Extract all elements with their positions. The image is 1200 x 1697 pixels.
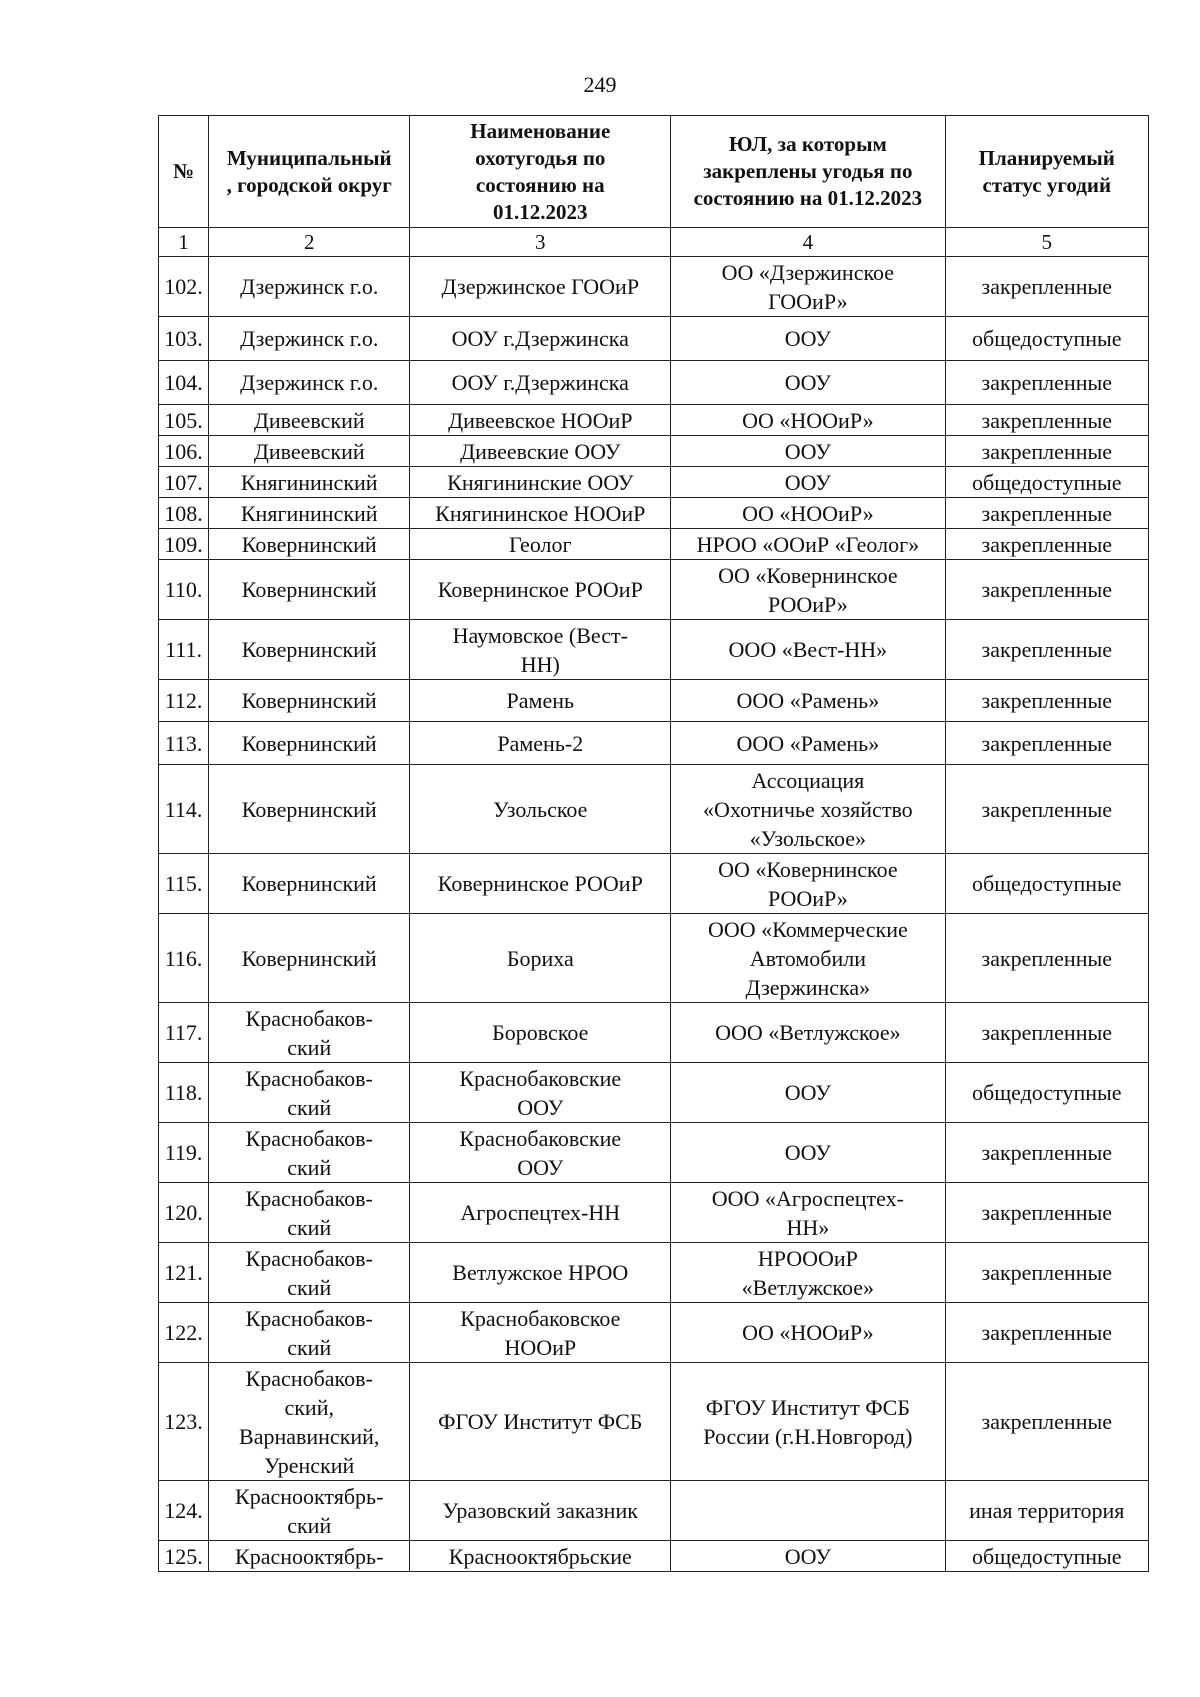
row-ground-name-cell — [410, 765, 671, 854]
row-legal-entity-cell — [671, 405, 945, 436]
row-status-cell — [945, 529, 1148, 560]
row-number-cell — [159, 1183, 209, 1243]
row-ground-name: Дзержинское ГООиР — [441, 274, 640, 299]
row-district: Дивеевский — [253, 438, 365, 464]
row-status-cell — [945, 854, 1148, 914]
table-row — [159, 765, 1149, 854]
row-legal-entity-cell — [671, 1183, 945, 1243]
row-number-cell — [159, 436, 209, 467]
row-district-cell — [209, 620, 410, 680]
row-number: 104. — [164, 370, 203, 395]
row-district: Ковернинский — [241, 531, 377, 557]
row-status: иная территория — [969, 1498, 1125, 1523]
row-legal-entity-cell — [671, 257, 945, 317]
row-status: закрепленные — [981, 730, 1113, 756]
row-ground-name: Княгининские ООУ — [447, 469, 634, 495]
row-ground-name-cell — [410, 1303, 671, 1363]
row-number: 123. — [164, 1409, 203, 1434]
row-number: 122. — [164, 1320, 203, 1345]
row-district-cell — [209, 1363, 410, 1481]
table-row — [159, 854, 1149, 914]
row-number-cell — [159, 529, 209, 560]
row-district: Краснобаков- ский — [245, 1305, 373, 1360]
row-ground-name: Княгининское НООиР — [435, 500, 646, 526]
row-legal-entity: Ассоциация «Охотничье хозяйство «Узольское» — [703, 767, 913, 851]
table-row — [159, 1481, 1149, 1541]
row-status-cell — [945, 1541, 1148, 1572]
table-row — [159, 680, 1149, 722]
row-district: Ковернинский — [241, 637, 377, 662]
row-district: Дзержинск г.о. — [240, 326, 379, 351]
row-district: Ковернинский — [241, 730, 377, 756]
row-number: 107. — [164, 469, 203, 495]
row-status: закрепленные — [981, 438, 1113, 464]
row-district-cell — [209, 914, 410, 1003]
table-row — [159, 1123, 1149, 1183]
row-legal-entity: ООО «Рамень» — [736, 730, 880, 756]
table-header-row — [159, 116, 1149, 228]
row-status: общедоступные — [972, 1543, 1122, 1569]
row-number-cell — [159, 405, 209, 436]
row-district-cell — [209, 680, 410, 722]
row-ground-name-cell — [410, 257, 671, 317]
row-ground-name: Узольское — [493, 796, 588, 822]
row-status-cell — [945, 467, 1148, 498]
row-ground-name: Рамень — [506, 688, 575, 713]
row-number: 111. — [165, 637, 202, 662]
row-number-cell — [159, 1003, 209, 1063]
row-legal-entity-cell — [671, 1123, 945, 1183]
row-status: закрепленные — [981, 531, 1113, 557]
row-legal-entity: НРОООиР «Ветлужское» — [741, 1245, 875, 1300]
row-ground-name: Дивеевское НООиР — [448, 407, 633, 433]
row-district-cell — [209, 1481, 410, 1541]
row-status: закрепленные — [981, 688, 1113, 713]
row-number-cell — [159, 317, 209, 361]
table-row — [159, 317, 1149, 361]
row-district-cell — [209, 361, 410, 405]
row-number: 112. — [164, 688, 203, 713]
row-legal-entity-cell — [671, 1063, 945, 1123]
row-district-cell — [209, 1063, 410, 1123]
row-district-cell — [209, 1303, 410, 1363]
row-status: закрепленные — [981, 945, 1113, 971]
row-number: 119. — [164, 1140, 203, 1165]
column-number: 1 — [159, 228, 209, 257]
row-legal-entity: ООУ — [784, 370, 831, 395]
row-ground-name: Дивеевские ООУ — [460, 438, 621, 464]
row-legal-entity-cell — [671, 722, 945, 765]
header-legal-entity: ЮЛ, за которым закреплены угодья по состоянию на 01.12.2023 — [671, 116, 945, 228]
row-legal-entity: ОО «Ковернинское РООиР» — [718, 856, 898, 911]
row-number: 115. — [164, 871, 203, 896]
row-number: 105. — [164, 407, 203, 433]
row-district: Ковернинский — [241, 945, 377, 971]
column-number: 3 — [410, 228, 671, 257]
row-status: закрепленные — [981, 1140, 1113, 1165]
row-district: Ковернинский — [241, 688, 377, 713]
row-legal-entity: ООУ — [784, 438, 831, 464]
row-number: 108. — [164, 500, 203, 526]
row-status: общедоступные — [972, 871, 1122, 896]
row-legal-entity: ООО «Вест-НН» — [728, 637, 888, 662]
row-district: Краснобаков- ский — [245, 1005, 373, 1060]
row-number: 103. — [164, 326, 203, 351]
row-status-cell — [945, 620, 1148, 680]
row-status-cell — [945, 1183, 1148, 1243]
row-status-cell — [945, 1063, 1148, 1123]
table-row — [159, 257, 1149, 317]
row-ground-name-cell — [410, 529, 671, 560]
table-row — [159, 498, 1149, 529]
row-number-cell — [159, 1123, 209, 1183]
row-legal-entity-cell — [671, 854, 945, 914]
row-legal-entity-cell — [671, 1303, 945, 1363]
row-district-cell — [209, 854, 410, 914]
row-status-cell — [945, 405, 1148, 436]
column-number: 5 — [945, 228, 1148, 257]
row-district: Краснобаков- ский — [245, 1245, 373, 1300]
header-district: Муниципальный , городской округ — [209, 116, 410, 228]
row-number: 110. — [164, 577, 203, 602]
row-district-cell — [209, 317, 410, 361]
row-number-cell — [159, 765, 209, 854]
row-number-cell — [159, 257, 209, 317]
row-district: Краснобаков- ский, Варнавинский, Уренский — [239, 1365, 380, 1478]
row-number-cell — [159, 620, 209, 680]
row-district: Княгининский — [240, 500, 378, 526]
row-ground-name: Краснобаковские ООУ — [459, 1065, 622, 1120]
row-ground-name: Краснооктябрьские — [448, 1543, 632, 1569]
row-legal-entity-cell — [671, 1243, 945, 1303]
row-legal-entity-cell — [671, 436, 945, 467]
row-ground-name-cell — [410, 405, 671, 436]
row-status: закрепленные — [981, 1260, 1113, 1285]
row-district-cell — [209, 467, 410, 498]
row-district: Ковернинский — [241, 871, 377, 896]
row-ground-name-cell — [410, 560, 671, 620]
table-row — [159, 1303, 1149, 1363]
row-district: Краснооктябрь- — [235, 1543, 384, 1569]
row-ground-name-cell — [410, 498, 671, 529]
table-row — [159, 1003, 1149, 1063]
row-legal-entity-cell — [671, 1541, 945, 1572]
row-status: закрепленные — [981, 370, 1113, 395]
row-district: Краснооктябрь- ский — [235, 1483, 384, 1538]
row-ground-name-cell — [410, 1063, 671, 1123]
table-row — [159, 722, 1149, 765]
row-ground-name-cell — [410, 1123, 671, 1183]
row-number: 114. — [164, 796, 203, 822]
row-ground-name-cell — [410, 361, 671, 405]
column-number: 2 — [209, 228, 410, 257]
table-row — [159, 361, 1149, 405]
row-number-cell — [159, 722, 209, 765]
row-legal-entity-cell — [671, 1481, 945, 1541]
row-number-cell — [159, 854, 209, 914]
row-ground-name-cell — [410, 1541, 671, 1572]
row-number-cell — [159, 1363, 209, 1481]
row-district-cell — [209, 1003, 410, 1063]
column-number-row — [159, 228, 1149, 257]
row-status: закрепленные — [981, 1200, 1113, 1225]
row-ground-name: ФГОУ Институт ФСБ — [438, 1409, 643, 1434]
row-ground-name: ООУ г.Дзержинска — [451, 326, 629, 351]
row-status: закрепленные — [981, 637, 1113, 662]
row-number-cell — [159, 680, 209, 722]
row-ground-name: Боровское — [492, 1020, 589, 1045]
row-legal-entity-cell — [671, 529, 945, 560]
table-row — [159, 1063, 1149, 1123]
row-district: Краснобаков- ский — [245, 1185, 373, 1240]
row-district: Дзержинск г.о. — [240, 274, 379, 299]
row-ground-name: Ковернинское РООиР — [437, 577, 643, 602]
row-legal-entity-cell — [671, 1363, 945, 1481]
row-legal-entity: ООО «Рамень» — [736, 688, 880, 713]
row-status: закрепленные — [981, 1020, 1113, 1045]
row-ground-name: Геолог — [509, 531, 572, 557]
table-row — [159, 529, 1149, 560]
row-status-cell — [945, 914, 1148, 1003]
row-number: 118. — [164, 1080, 203, 1105]
row-district-cell — [209, 257, 410, 317]
table-row — [159, 1363, 1149, 1481]
header-planned-status: Планируемый статус угодий — [945, 116, 1148, 228]
row-status-cell — [945, 257, 1148, 317]
row-status: закрепленные — [981, 274, 1113, 299]
row-legal-entity: ООУ — [784, 1080, 831, 1105]
header-ground-name: Наименование охотугодья по состоянию на 01.12.2023 — [410, 116, 671, 228]
row-ground-name: Краснобаковское НООиР — [460, 1305, 621, 1360]
row-legal-entity: ООУ — [784, 1140, 831, 1165]
row-number: 121. — [164, 1260, 203, 1285]
table-row — [159, 1243, 1149, 1303]
row-number-cell — [159, 361, 209, 405]
row-status-cell — [945, 560, 1148, 620]
row-status: закрепленные — [981, 1320, 1113, 1345]
row-number: 109. — [164, 531, 203, 557]
row-status-cell — [945, 722, 1148, 765]
row-status-cell — [945, 1243, 1148, 1303]
row-number: 102. — [164, 274, 203, 299]
row-status: закрепленные — [981, 577, 1113, 602]
row-legal-entity: ООО «Ветлужское» — [715, 1020, 901, 1045]
row-number: 116. — [164, 945, 203, 971]
row-legal-entity: ОО «НООиР» — [742, 500, 874, 526]
row-ground-name: Ветлужское НРОО — [452, 1260, 629, 1285]
row-legal-entity-cell — [671, 765, 945, 854]
row-status-cell — [945, 1003, 1148, 1063]
row-legal-entity-cell — [671, 317, 945, 361]
row-ground-name: Наумовское (Вест- НН) — [452, 622, 628, 677]
row-district-cell — [209, 1541, 410, 1572]
row-legal-entity-cell — [671, 1003, 945, 1063]
row-ground-name-cell — [410, 722, 671, 765]
row-district-cell — [209, 560, 410, 620]
row-ground-name-cell — [410, 680, 671, 722]
row-status: закрепленные — [981, 1409, 1113, 1434]
row-legal-entity: ООО «Коммерческие Автомобили Дзержинска» — [707, 916, 908, 1000]
page-number: 249 — [583, 72, 617, 97]
row-legal-entity-cell — [671, 680, 945, 722]
row-status: общедоступные — [972, 469, 1122, 495]
row-number-cell — [159, 1063, 209, 1123]
row-legal-entity: ООО «Агроспецтех- НН» — [711, 1185, 904, 1240]
row-ground-name: Краснобаковские ООУ — [459, 1125, 622, 1180]
row-ground-name-cell — [410, 1481, 671, 1541]
row-legal-entity-cell — [671, 914, 945, 1003]
row-ground-name: Уразовский заказник — [442, 1498, 638, 1523]
column-number: 4 — [671, 228, 945, 257]
row-status-cell — [945, 1363, 1148, 1481]
row-district-cell — [209, 1243, 410, 1303]
row-number-cell — [159, 560, 209, 620]
row-number-cell — [159, 1303, 209, 1363]
row-district-cell — [209, 498, 410, 529]
row-number: 125. — [164, 1543, 203, 1569]
table-row — [159, 436, 1149, 467]
row-ground-name-cell — [410, 1243, 671, 1303]
row-legal-entity: НРОО «ООиР «Геолог» — [696, 531, 920, 557]
row-legal-entity-cell — [671, 620, 945, 680]
row-ground-name-cell — [410, 1003, 671, 1063]
row-status-cell — [945, 1303, 1148, 1363]
row-number: 113. — [164, 730, 203, 756]
table-row — [159, 405, 1149, 436]
row-status-cell — [945, 680, 1148, 722]
row-district: Ковернинский — [241, 796, 377, 822]
row-district: Княгининский — [240, 469, 378, 495]
row-number-cell — [159, 1481, 209, 1541]
row-legal-entity: ОО «НООиР» — [742, 1320, 874, 1345]
row-status-cell — [945, 765, 1148, 854]
row-district-cell — [209, 529, 410, 560]
row-ground-name-cell — [410, 467, 671, 498]
row-district: Ковернинский — [241, 577, 377, 602]
row-district: Краснобаков- ский — [245, 1065, 373, 1120]
table-body — [159, 257, 1149, 1572]
row-number-cell — [159, 467, 209, 498]
row-legal-entity: ОО «Дзержинское ГООиР» — [721, 259, 895, 314]
row-ground-name-cell — [410, 620, 671, 680]
row-legal-entity-cell — [671, 560, 945, 620]
row-ground-name: Ковернинское РООиР — [437, 871, 643, 896]
row-status-cell — [945, 1123, 1148, 1183]
table-row — [159, 914, 1149, 1003]
row-legal-entity: ООУ — [784, 1543, 831, 1569]
row-district: Дзержинск г.о. — [240, 370, 379, 395]
row-district-cell — [209, 1123, 410, 1183]
row-district-cell — [209, 765, 410, 854]
table-row — [159, 1541, 1149, 1572]
row-legal-entity: ОО «НООиР» — [742, 407, 874, 433]
row-number: 124. — [164, 1498, 203, 1523]
row-legal-entity: ООУ — [784, 326, 831, 351]
table-row — [159, 620, 1149, 680]
row-number: 106. — [164, 438, 203, 464]
row-status-cell — [945, 361, 1148, 405]
row-ground-name: Агроспецтех-НН — [460, 1200, 621, 1225]
row-number-cell — [159, 914, 209, 1003]
row-legal-entity: ОО «Ковернинское РООиР» — [718, 562, 898, 617]
row-status-cell — [945, 436, 1148, 467]
hunting-grounds-table — [158, 115, 1149, 1572]
row-district-cell — [209, 722, 410, 765]
row-status: закрепленные — [981, 500, 1113, 526]
row-status: общедоступные — [972, 1080, 1122, 1105]
row-legal-entity-cell — [671, 361, 945, 405]
row-status: закрепленные — [981, 407, 1113, 433]
row-legal-entity: ООУ — [784, 469, 831, 495]
row-number: 117. — [164, 1020, 203, 1045]
row-number-cell — [159, 1243, 209, 1303]
row-district-cell — [209, 436, 410, 467]
row-legal-entity-cell — [671, 498, 945, 529]
row-district: Краснобаков- ский — [245, 1125, 373, 1180]
row-ground-name-cell — [410, 1363, 671, 1481]
row-ground-name-cell — [410, 854, 671, 914]
row-ground-name: Рамень-2 — [497, 730, 584, 756]
row-status-cell — [945, 1481, 1148, 1541]
row-legal-entity: ФГОУ Институт ФСБ России (г.Н.Новгород) — [703, 1394, 913, 1449]
row-number-cell — [159, 498, 209, 529]
row-district-cell — [209, 405, 410, 436]
row-ground-name-cell — [410, 436, 671, 467]
row-ground-name: Бориха — [506, 945, 574, 971]
row-number-cell — [159, 1541, 209, 1572]
row-status: закрепленные — [981, 796, 1113, 822]
row-ground-name: ООУ г.Дзержинска — [451, 370, 629, 395]
row-status: общедоступные — [972, 326, 1122, 351]
row-ground-name-cell — [410, 317, 671, 361]
table-row — [159, 467, 1149, 498]
row-status-cell — [945, 317, 1148, 361]
row-district: Дивеевский — [253, 407, 365, 433]
row-status-cell — [945, 498, 1148, 529]
table-row — [159, 1183, 1149, 1243]
row-ground-name-cell — [410, 914, 671, 1003]
header-number: № — [159, 116, 209, 228]
row-legal-entity-cell — [671, 467, 945, 498]
table-row — [159, 560, 1149, 620]
row-district-cell — [209, 1183, 410, 1243]
row-ground-name-cell — [410, 1183, 671, 1243]
row-number: 120. — [164, 1200, 203, 1225]
